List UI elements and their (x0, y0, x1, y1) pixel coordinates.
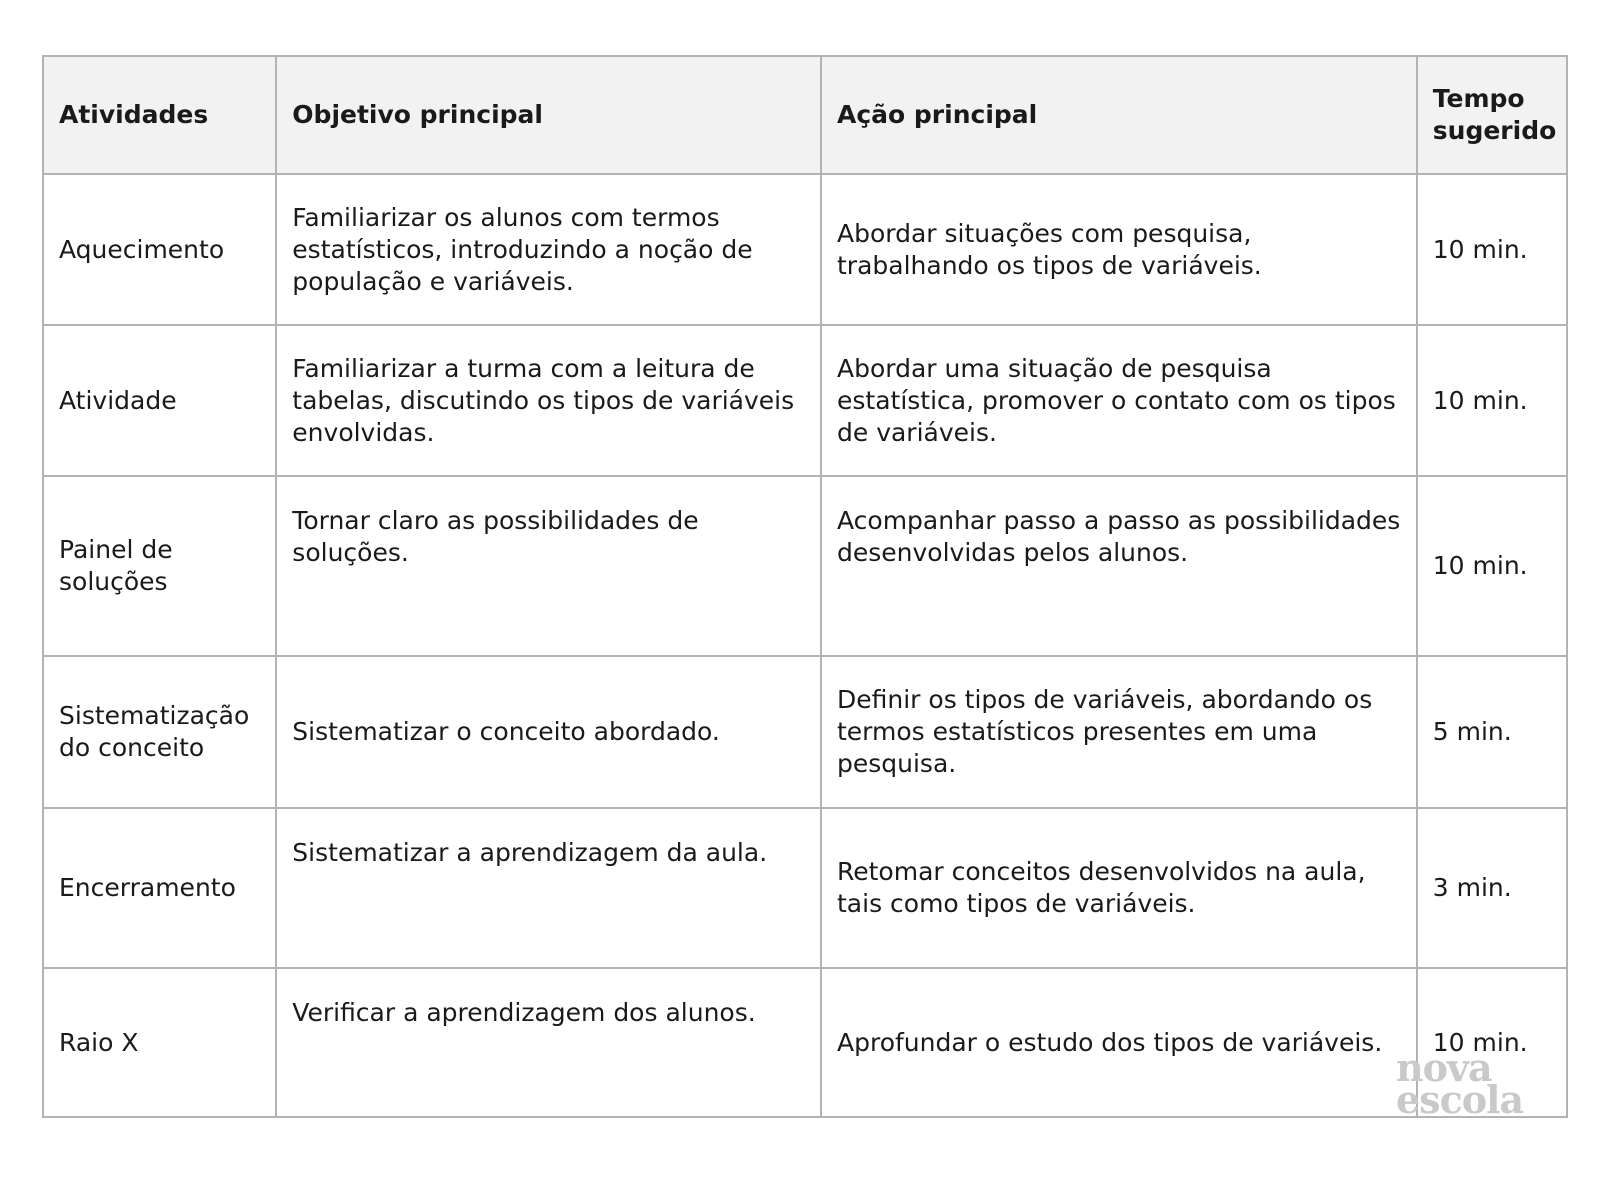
table-row (43, 968, 1567, 1117)
action-cell: Acompanhar passo a passo as possibilidades desenvolvidas pelos alunos. (821, 476, 1417, 656)
activity-cell: Sistematização do conceito (43, 656, 276, 808)
objective-cell: Familiarizar os alunos com termos estatísticos, introduzindo a noção de população e variáveis. (276, 174, 821, 325)
table-row (43, 476, 1567, 656)
objective-cell: Familiarizar a turma com a leitura de tabelas, discutindo os tipos de variáveis envolvidas. (276, 325, 821, 476)
activity-cell: Atividade (43, 325, 276, 476)
table-row (43, 808, 1567, 968)
time-cell: 10 min. (1417, 968, 1567, 1117)
logo-line-nova: nova (1396, 1045, 1492, 1090)
activity-cell: Encerramento (43, 808, 276, 968)
table-row (43, 174, 1567, 325)
header-activity: Atividades (43, 56, 276, 174)
time-cell: 10 min. (1417, 325, 1567, 476)
action-cell: Abordar situações com pesquisa, trabalhando os tipos de variáveis. (821, 174, 1417, 325)
objective-cell: Sistematizar a aprendizagem da aula. (276, 808, 821, 968)
time-cell: 5 min. (1417, 656, 1567, 808)
table-header-row (43, 56, 1567, 174)
activity-cell: Aquecimento (43, 174, 276, 325)
action-cell: Abordar uma situação de pesquisa estatística, promover o contato com os tipos de variáveis. (821, 325, 1417, 476)
objective-cell: Verificar a aprendizagem dos alunos. (276, 968, 821, 1117)
objective-cell: Sistematizar o conceito abordado. (276, 656, 821, 808)
action-cell: Definir os tipos de variáveis, abordando os termos estatísticos presentes em uma pesquisa. (821, 656, 1417, 808)
time-cell: 10 min. (1417, 174, 1567, 325)
action-cell: Aprofundar o estudo dos tipos de variáveis. (821, 968, 1417, 1117)
table-row (43, 656, 1567, 808)
objective-cell: Tornar claro as possibilidades de soluções. (276, 476, 821, 656)
table-body (43, 174, 1567, 1122)
table-row (43, 325, 1567, 476)
header-action: Ação principal (821, 56, 1417, 174)
action-cell: Retomar conceitos desenvolvidos na aula, tais como tipos de variáveis. (821, 808, 1417, 968)
nova-escola-logo (1396, 1045, 1536, 1122)
lesson-plan-table (42, 55, 1568, 1122)
header-time: Tempo sugerido (1417, 56, 1567, 174)
activity-cell: Raio X (43, 968, 276, 1117)
activity-cell: Painel de soluções (43, 476, 276, 656)
time-cell: 10 min. (1417, 476, 1567, 656)
table-header (43, 56, 1567, 174)
time-cell: 3 min. (1417, 808, 1567, 968)
logo-line-escola: escola (1396, 1077, 1524, 1122)
header-objective: Objetivo principal (276, 56, 821, 174)
